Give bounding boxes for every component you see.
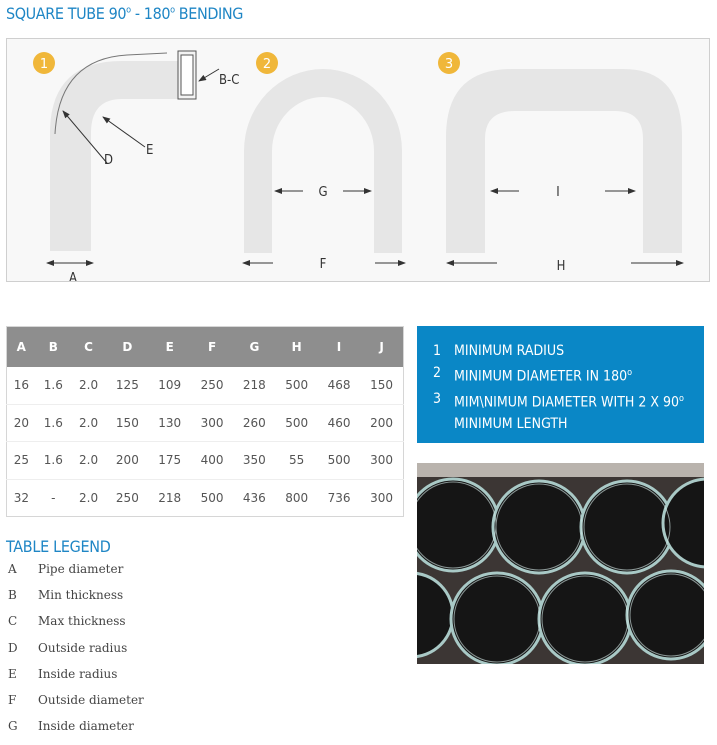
table-cell: 150	[106, 404, 148, 442]
table-cell: 125	[115, 378, 139, 393]
column-header-d: D	[106, 327, 148, 368]
table-cell: 2.0	[79, 378, 99, 393]
column-header-g: G	[233, 327, 275, 368]
table-cell: 800	[276, 479, 318, 517]
info-line-2: 2 MINIMUM DIAMETER IN 180$^o$	[433, 365, 633, 385]
svg-text:1: 1	[39, 57, 49, 72]
legend-text: Outside diameter	[38, 692, 144, 707]
figure-90-bend	[33, 51, 239, 281]
svg-text:2: 2	[262, 57, 272, 72]
dimensions-table	[6, 326, 404, 517]
pipes-photo	[417, 463, 704, 664]
legend-key: A	[8, 562, 17, 576]
table-row	[7, 404, 404, 442]
legend-item	[8, 588, 144, 614]
legend-list	[8, 562, 144, 745]
svg-text:3: 3	[444, 57, 454, 72]
label-g: G	[318, 185, 328, 200]
legend-key: D	[8, 640, 18, 655]
info-line-1: 1 MINIMUM RADIUS	[433, 343, 565, 359]
figure-2x90-bend	[438, 52, 683, 274]
table-cell: 20	[7, 404, 36, 442]
info-line-3: 3 MIM\NIMUM DIAMETER WITH 2 X 90$^o$	[433, 390, 684, 411]
label-bc: B-C	[219, 73, 240, 88]
table-row	[7, 479, 404, 517]
table-cell: 25	[7, 442, 36, 480]
table-cell: 32	[7, 479, 36, 517]
table-cell: 109	[158, 378, 182, 393]
table-cell: 250	[106, 479, 148, 517]
legend-text: Max thickness	[38, 614, 126, 629]
label-f: F	[319, 257, 327, 272]
table-cell: 130	[149, 404, 191, 442]
info-line-4: MINIMUM LENGTH	[454, 416, 568, 433]
table-cell: 500	[285, 378, 309, 393]
table-cell: 460	[318, 404, 360, 442]
legend-key: C	[8, 614, 18, 629]
legend-key: G	[8, 719, 18, 734]
figure-180-bend	[243, 52, 405, 272]
table-cell: 436	[233, 479, 275, 517]
table-cell: 2.0	[71, 479, 106, 517]
label-e: E	[146, 143, 154, 158]
legend-key: F	[8, 692, 17, 707]
legend-item	[8, 614, 144, 640]
legend-item	[8, 641, 144, 667]
table-cell: 736	[318, 479, 360, 517]
label-h: H	[556, 259, 566, 274]
table-cell: 400	[191, 442, 233, 480]
legend-item	[8, 667, 144, 693]
legend-item	[8, 693, 144, 719]
legend-text: Outside radius	[38, 640, 128, 655]
table-cell: -	[36, 479, 71, 517]
table-cell: 500	[191, 479, 233, 517]
table-cell: 218	[242, 378, 266, 393]
legend-key: B	[8, 588, 17, 603]
table-cell: 16	[13, 378, 29, 393]
column-header-a: A	[7, 327, 36, 368]
table-cell: 250	[200, 378, 224, 393]
info-box	[417, 326, 704, 443]
table-row	[7, 367, 404, 404]
table-cell: 218	[149, 479, 191, 517]
table-cell: 468	[327, 378, 351, 393]
table-row	[7, 442, 404, 480]
column-header-b: B	[36, 327, 71, 368]
table-cell: 500	[318, 442, 360, 480]
bending-diagram-panel	[6, 38, 710, 282]
legend-text: Inside radius	[38, 666, 118, 681]
table-cell: 2.0	[71, 404, 106, 442]
table-cell: 260	[233, 404, 275, 442]
column-header-j: J	[360, 327, 403, 368]
label-a: A	[69, 271, 77, 281]
column-header-e: E	[149, 327, 191, 368]
legend-title: TABLE LEGEND	[6, 537, 111, 556]
table-header-row	[7, 327, 404, 368]
table-cell: 300	[360, 479, 403, 517]
legend-text: Pipe diameter	[38, 562, 124, 576]
label-d: D	[104, 153, 114, 168]
label-i: I	[556, 185, 560, 200]
table-cell: 1.6	[36, 442, 71, 480]
legend-text: Inside diameter	[38, 719, 134, 734]
table-cell: 200	[106, 442, 148, 480]
column-header-c: C	[71, 327, 106, 368]
table-cell: 175	[149, 442, 191, 480]
table-cell: 200	[360, 404, 403, 442]
legend-item	[8, 562, 144, 588]
table-cell: 1.6	[36, 404, 71, 442]
table-cell: 55	[276, 442, 318, 480]
table-cell: 300	[191, 404, 233, 442]
table-cell: 500	[276, 404, 318, 442]
legend-text: Min thickness	[38, 588, 124, 603]
bending-diagram	[7, 39, 709, 281]
table-cell: 2.0	[71, 442, 106, 480]
page-title: SQUARE TUBE 90$^o$ - 180$^o$ BENDING	[6, 4, 243, 23]
column-header-f: F	[191, 327, 233, 368]
column-header-i: I	[318, 327, 360, 368]
legend-item	[8, 719, 144, 745]
table-cell: 1.6	[43, 378, 63, 393]
legend-key: E	[8, 666, 17, 681]
table-cell: 350	[233, 442, 275, 480]
table-cell: 150	[370, 378, 394, 393]
table-cell: 300	[360, 442, 403, 480]
column-header-h: H	[276, 327, 318, 368]
